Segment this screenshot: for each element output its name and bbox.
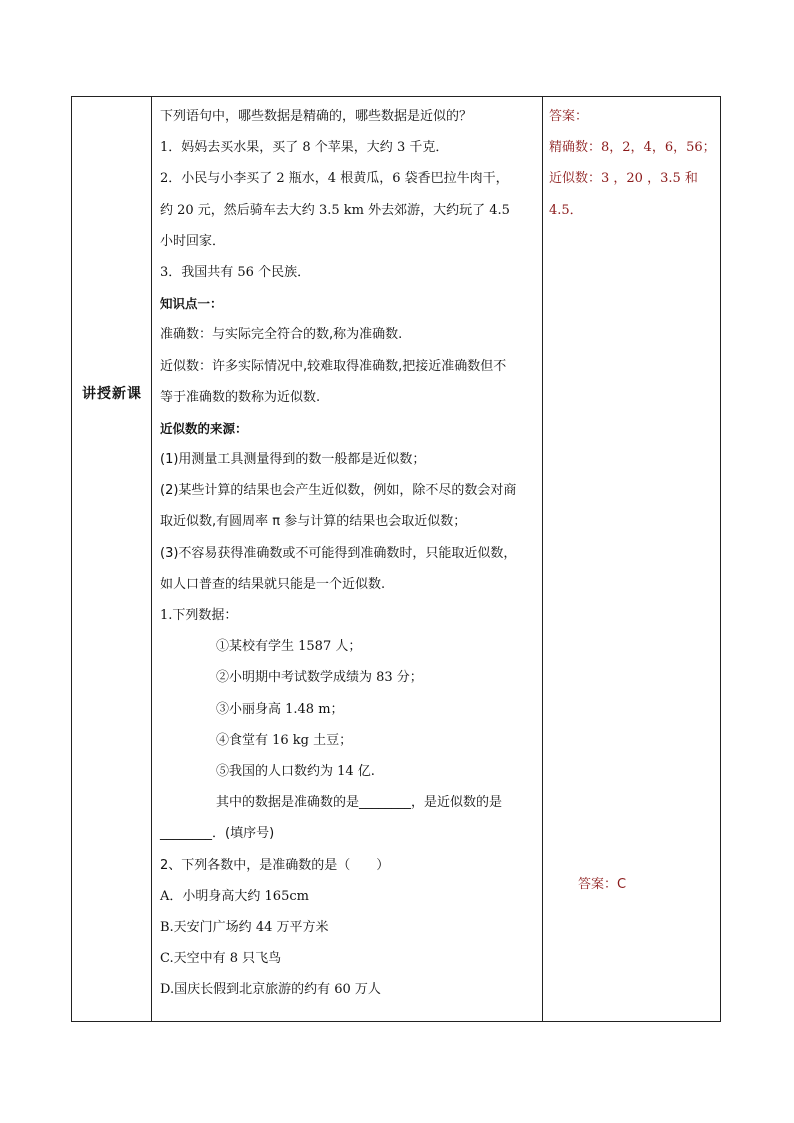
source-2: (2)某些计算的结果也会产生近似数，例如，除不尽的数会对商 — [160, 483, 517, 499]
section-label: 讲授新课 — [82, 386, 142, 402]
question-item-2: 2．小民与小李买了 2 瓶水，4 根黄瓜，6 袋香巴拉牛肉干， — [160, 171, 509, 187]
lesson-table — [71, 96, 721, 1022]
source-2-cont: 取近似数,有圆周率 π 参与计算的结果也会取近似数； — [160, 514, 467, 530]
intro-question: 下列语句中，哪些数据是精确的，哪些数据是近似的？ — [160, 109, 473, 124]
exact-definition: 准确数：与实际完全符合的数,称为准确数. — [160, 327, 403, 343]
exercise-2-heading: 2、下列各数中，是准确数的是（ ） — [160, 857, 390, 873]
answer-cell — [543, 97, 720, 1021]
exercise-2-option-c: C.天空中有 8 只飞鸟 — [160, 951, 282, 967]
exercise-1-item-1: ①某校有学生 1587 人； — [216, 639, 362, 655]
exact-answer: 精确数：8，2，4，6，56； — [549, 140, 716, 156]
exercise-2-option-b: B.天安门广场约 44 万平方米 — [160, 919, 329, 935]
question-item-3: 3．我国共有 56 个民族． — [160, 264, 311, 280]
source-3-cont: 如人口普查的结果就只能是一个近似数. — [160, 576, 386, 592]
answer-block-1 — [549, 101, 716, 226]
knowledge-heading: 知识点一： — [160, 296, 223, 312]
lesson-content — [160, 101, 538, 1005]
approx-answer-cont: 4.5． — [549, 202, 583, 218]
exercise-1-item-5: ⑤我国的人口数约为 14 亿. — [216, 763, 375, 779]
approx-answer: 近似数：3 ，20 ，3.5 和 — [549, 171, 698, 187]
answer-label: 答案： — [549, 109, 589, 124]
exercise-1-prompt: 其中的数据是准确数的是________，是近似数的是 — [216, 795, 503, 811]
content-cell — [152, 97, 543, 1021]
question-item-2-cont: 约 20 元，然后骑车去大约 3.5 km 外去郊游，大约玩了 4.5 — [160, 202, 510, 218]
source-1: (1)用测量工具测量得到的数一般都是近似数； — [160, 452, 426, 468]
exercise-1-item-4: ④食堂有 16 kg 土豆； — [216, 732, 353, 748]
exercise-1-item-2: ②小明期中考试数学成绩为 83 分； — [216, 670, 423, 686]
exercise-2-option-a: A．小明身高大约 165cm — [160, 888, 309, 904]
source-3: (3)不容易获得准确数或不可能得到准确数时，只能取近似数， — [160, 545, 517, 561]
exercise-1-item-3: ③小丽身高 1.48 m； — [216, 701, 344, 717]
approx-definition-cont: 等于准确数的数称为近似数. — [160, 389, 321, 405]
approx-definition: 近似数：许多实际情况中,较难取得准确数,把接近准确数但不 — [160, 358, 507, 374]
question-item-1: 1．妈妈去买水果，买了 8 个苹果，大约 3 千克． — [160, 140, 449, 156]
approx-source-heading: 近似数的来源： — [160, 420, 248, 436]
exercise-2-option-d: D.国庆长假到北京旅游的约有 60 万人 — [160, 982, 381, 998]
answer-block-2: 答案：C — [578, 877, 627, 892]
section-label-cell — [72, 97, 152, 1021]
exercise-1-heading: 1.下列数据： — [160, 608, 238, 623]
exercise-1-prompt-cont: ________．(填序号) — [160, 826, 275, 842]
question-item-2-end: 小时回家． — [160, 233, 226, 249]
